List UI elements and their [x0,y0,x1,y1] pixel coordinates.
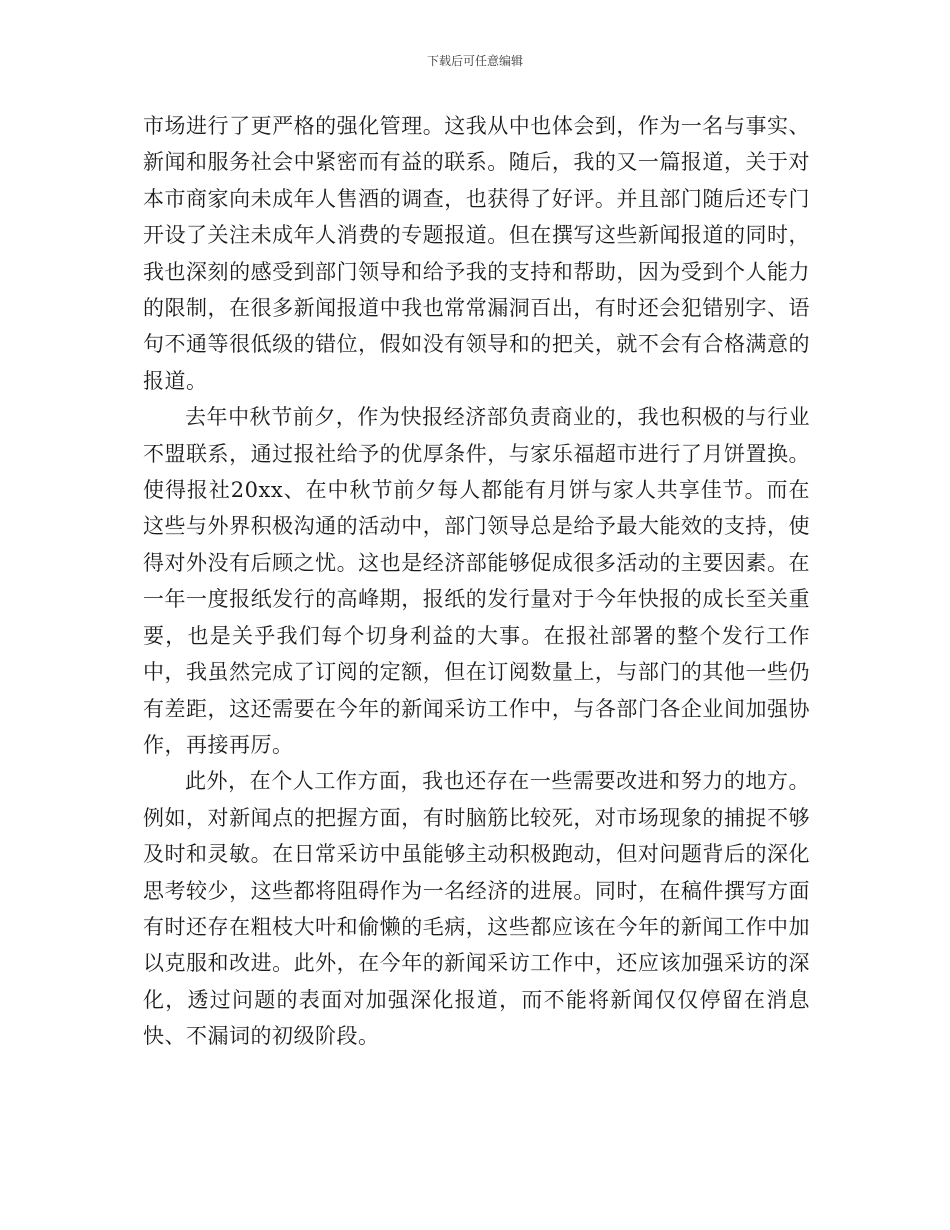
paragraph-2: 去年中秋节前夕，作为快报经济部负责商业的，我也积极的与行业不盟联系，通过报社给予的优厚条件，与家乐福超市进行了月饼置换。使得报社20xx、在中秋节前夕每人都能有月饼与家人共享佳节。而在这些与外界积极沟通的活动中，部门领导总是给予最大能效的支持，使得对外没有后顾之忧。这也是经济部能够促成很多活动的主要因素。在一年一度报纸发行的高峰期，报纸的发行量对于今年快报的成长至关重要，也是关乎我们每个切身利益的大事。在报社部署的整个发行工作中，我虽然完成了订阅的定额，但在订阅数量上，与部门的其他一些仍有差距，这还需要在今年的新闻采访工作中，与各部门各企业间加强协作，再接再厉。 [143,405,810,757]
paragraph-3: 此外，在个人工作方面，我也还存在一些需要改进和努力的地方。例如，对新闻点的把握方面，有时脑筋比较死，对市场现象的捕捉不够及时和灵敏。在日常采访中虽能够主动积极跑动，但对问题背后的深化思考较少，这些都将阻碍作为一名经济的进展。同时，在稿件撰写方面有时还存在粗枝大叶和偷懒的毛病，这些都应该在今年的新闻工作中加以克服和改进。此外，在今年的新闻采访工作中，还应该加强采访的深化，透过问题的表面对加强深化报道，而不能将新闻仅仅停留在消息快、不漏词的初级阶段。 [143,769,810,1049]
page-header: 下载后可任意编辑 [426,54,523,68]
document-body [143,108,810,1055]
paragraph-1: 市场进行了更严格的强化管理。这我从中也体会到，作为一名与事实、新闻和服务社会中紧密而有益的联系。随后，我的又一篇报道，关于对本市商家向未成年人售酒的调查，也获得了好评。并且部门随后还专门开设了关注未成年人消费的专题报道。但在撰写这些新闻报道的同时，我也深刻的感受到部门领导和给予我的支持和帮助，因为受到个人能力的限制，在很多新闻报道中我也常常漏洞百出，有时还会犯错别字、语句不通等很低级的错位，假如没有领导和的把关，就不会有合格满意的报道。 [143,114,810,393]
